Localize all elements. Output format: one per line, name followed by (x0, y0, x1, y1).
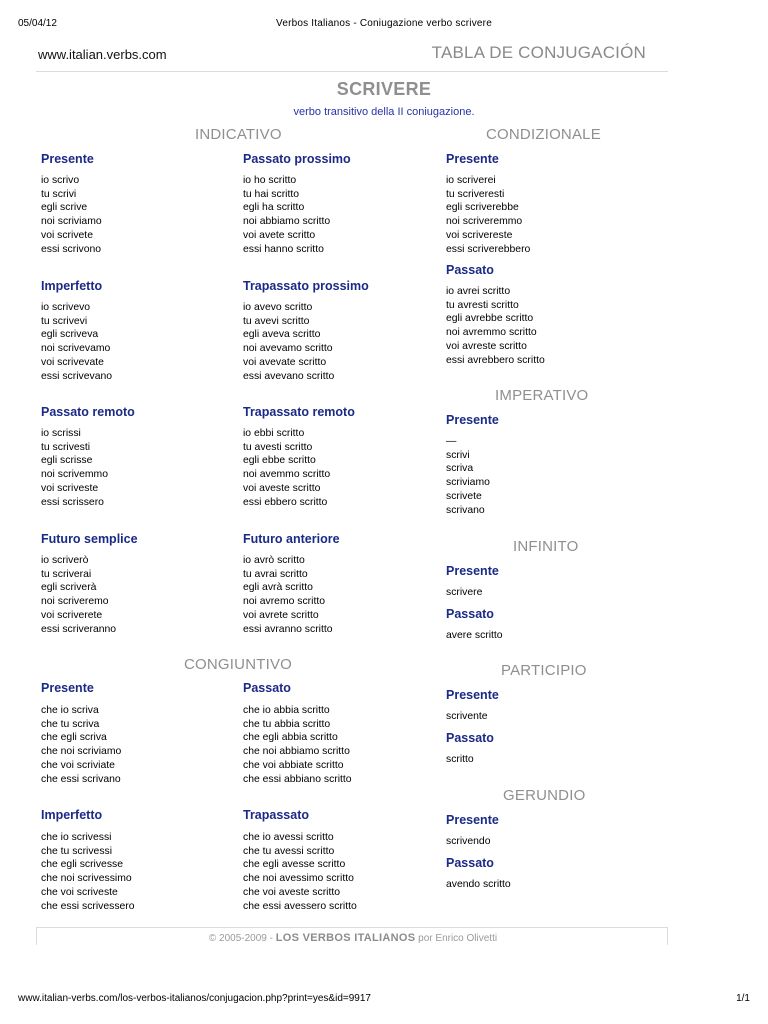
conjugation-form: tu scriveresti (446, 188, 505, 200)
conjugation-form: egli scriverà (41, 582, 97, 594)
conjugation-form: che voi scriviate (41, 759, 115, 771)
conjugation-form: io scriverò (41, 555, 89, 566)
conjugation-list (243, 554, 333, 636)
tense-heading: Presente (446, 688, 499, 702)
conjugation-form: che essi abbiano scritto (243, 773, 352, 785)
conjugation-form: essi hanno scritto (243, 243, 324, 255)
conjugation-list (446, 435, 490, 517)
copyright-line (0, 932, 706, 944)
conjugation-form: scrivete (446, 490, 482, 502)
conjugation-form: noi scriviamo (41, 216, 102, 228)
conjugation-form: noi avremmo scritto (446, 327, 537, 339)
conjugation-form: che voi scriveste (41, 886, 118, 898)
footer-divider (36, 927, 668, 928)
conjugation-form: essi avranno scritto (243, 623, 333, 635)
tense-heading: Presente (41, 152, 94, 166)
conjugation-form: noi scrivemmo (41, 469, 108, 481)
conjugation-list (243, 174, 330, 256)
tense-heading: Presente (446, 813, 499, 827)
conjugation-list (446, 629, 503, 643)
conjugation-form: tu scrivi (41, 188, 77, 200)
conjugation-form: voi scriverete (41, 609, 103, 621)
conjugation-form: scriviamo (446, 477, 490, 489)
conjugation-form: voi scrivereste (446, 229, 513, 241)
conjugation-form: scrivere (446, 587, 483, 598)
conjugation-list (446, 710, 488, 724)
site-url: www.italian.verbs.com (38, 47, 167, 62)
conjugation-list (243, 301, 334, 383)
conjugation-form: essi avevano scritto (243, 370, 335, 382)
tense-heading: Passato (446, 607, 494, 621)
conjugation-form: che tu scriva (41, 718, 100, 730)
conjugation-form: che essi scrivano (41, 773, 121, 785)
conjugation-form: io scrivo (41, 175, 80, 186)
conjugation-list (41, 301, 112, 383)
conjugation-form: — (446, 436, 457, 447)
conjugation-list (41, 704, 121, 786)
conjugation-form: voi scriveste (41, 482, 99, 494)
conjugation-form: scrivano (446, 504, 485, 516)
conjugation-form: che egli abbia scritto (243, 732, 338, 744)
tense-heading: Imperfetto (41, 279, 103, 293)
conjugation-form: che io scriva (41, 705, 99, 716)
conjugation-form: noi abbiamo scritto (243, 216, 331, 228)
section-gerundio: GERUNDIO (503, 787, 586, 804)
conjugation-form: tu avesti scritto (243, 441, 313, 453)
conjugation-form: che tu avessi scritto (243, 845, 335, 857)
conjugation-list (446, 285, 545, 367)
conjugation-form: scrivente (446, 711, 488, 722)
section-imperativo: IMPERATIVO (495, 387, 589, 404)
conjugation-form: egli scrive (41, 202, 88, 214)
conjugation-form: che voi aveste scritto (243, 886, 341, 898)
conjugation-form: che egli avesse scritto (243, 859, 346, 871)
conjugation-form: io avevo scritto (243, 302, 313, 313)
section-infinito: INFINITO (513, 538, 579, 555)
conjugation-form: essi scrivono (41, 243, 102, 255)
conjugation-form: io scrivevo (41, 302, 91, 313)
conjugation-form: che voi abbiate scritto (243, 759, 344, 771)
conjugation-form: tu scrivevi (41, 315, 88, 327)
conjugation-list (41, 831, 135, 913)
conjugation-list (41, 174, 102, 256)
conjugation-form: tu avresti scritto (446, 299, 519, 311)
conjugation-form: io ho scritto (243, 175, 297, 186)
conjugation-form: egli scriverebbe (446, 202, 519, 214)
tense-heading: Presente (446, 152, 499, 166)
section-congiuntivo: CONGIUNTIVO (184, 656, 293, 673)
conjugation-form: che noi scrivessimo (41, 873, 132, 885)
conjugation-list (446, 835, 490, 849)
conjugation-list (446, 878, 511, 892)
conjugation-form: essi ebbero scritto (243, 496, 328, 508)
conjugation-form: voi scrivete (41, 229, 93, 241)
conjugation-form: noi avemmo scritto (243, 469, 331, 481)
conjugation-form: tu avevi scritto (243, 315, 310, 327)
conjugation-form: che egli scriva (41, 732, 107, 744)
conjugation-form: avere scritto (446, 630, 503, 641)
conjugation-list (243, 831, 357, 913)
author-text: por Enrico Olivetti (415, 933, 498, 944)
conjugation-form: io avrò scritto (243, 555, 305, 566)
conjugation-form: voi avete scritto (243, 229, 316, 241)
conjugation-form: noi scriveremo (41, 596, 109, 608)
tense-heading: Passato (243, 681, 291, 695)
tense-heading: Trapassato remoto (243, 405, 355, 419)
copyright-text: © 2005-2009 - (208, 933, 276, 944)
conjugation-form: che tu abbia scritto (243, 718, 331, 730)
conjugation-list (41, 554, 116, 636)
tense-heading: Imperfetto (41, 808, 103, 822)
tense-heading: Futuro anteriore (243, 532, 340, 546)
conjugation-form: io ebbi scritto (243, 428, 305, 439)
conjugation-form: voi avreste scritto (446, 340, 527, 352)
section-indicativo: INDICATIVO (195, 126, 282, 143)
conjugation-form: che essi avessero scritto (243, 900, 357, 912)
conjugation-form: noi avremo scritto (243, 596, 325, 608)
conjugation-list (243, 427, 330, 509)
conjugation-form: io scriverei (446, 175, 496, 186)
conjugation-form: noi scrivevamo (41, 343, 111, 355)
conjugation-form: che io avessi scritto (243, 832, 334, 843)
conjugation-form: egli scriveva (41, 329, 99, 341)
conjugation-form: avendo scritto (446, 879, 511, 890)
brand-link[interactable]: LOS VERBOS ITALIANOS (275, 932, 416, 944)
conjugation-form: egli avrebbe scritto (446, 313, 534, 325)
tense-heading: Trapassato prossimo (243, 279, 369, 293)
conjugation-form: voi avevate scritto (243, 356, 327, 368)
conjugation-form: che io abbia scritto (243, 705, 330, 716)
tense-heading: Passato (446, 856, 494, 870)
section-condizionale: CONDIZIONALE (486, 126, 601, 143)
conjugation-list (446, 586, 482, 600)
conjugation-form: essi scriveranno (41, 623, 117, 635)
conjugation-form: essi scrissero (41, 496, 104, 508)
tense-heading: Presente (446, 413, 499, 427)
site-title: TABLA DE CONJUGACIÓN (431, 43, 646, 62)
print-date: 05/04/12 (18, 18, 57, 29)
print-page-number: 1/1 (736, 993, 750, 1004)
conjugation-form: scrivi (446, 449, 470, 461)
conjugation-form: essi scrivevano (41, 370, 113, 382)
conjugation-list (243, 704, 352, 786)
tense-heading: Presente (41, 681, 94, 695)
conjugation-form: che noi abbiamo scritto (243, 746, 350, 758)
tense-heading: Passato prossimo (243, 152, 351, 166)
conjugation-form: tu scriverai (41, 568, 92, 580)
conjugation-form: egli aveva scritto (243, 329, 321, 341)
conjugation-form: tu scrivesti (41, 441, 91, 453)
conjugation-form: che essi scrivessero (41, 900, 135, 912)
conjugation-form: essi scriverebbero (446, 243, 531, 255)
verb-title: SCRIVERE (336, 79, 432, 99)
conjugation-form: che io scrivessi (41, 832, 112, 843)
print-url: www.italian-verbs.com/los-verbos-italianos/conjugacion.php?print=yes&id=9917 (18, 993, 371, 1004)
conjugation-form: noi scriveremmo (446, 216, 523, 228)
conjugation-form: voi avrete scritto (243, 609, 319, 621)
conjugation-form: tu avrai scritto (243, 568, 308, 580)
verb-description: verbo transitivo della II coniugazione. (293, 106, 475, 118)
conjugation-form: scritto (446, 754, 474, 765)
header-divider (36, 71, 668, 72)
print-page-title: Verbos Italianos - Coniugazione verbo scrivere (276, 18, 492, 29)
conjugation-form: egli ha scritto (243, 202, 305, 214)
tense-heading: Passato (446, 731, 494, 745)
conjugation-list (446, 174, 530, 256)
conjugation-form: io scrissi (41, 428, 81, 439)
conjugation-form: che noi avessimo scritto (243, 873, 354, 885)
conjugation-form: che tu scrivessi (41, 845, 113, 857)
tense-heading: Presente (446, 564, 499, 578)
tense-heading: Passato (446, 263, 494, 277)
conjugation-form: che egli scrivesse (41, 859, 124, 871)
conjugation-list (446, 753, 474, 767)
section-participio: PARTICIPIO (501, 662, 587, 679)
conjugation-form: egli scrisse (41, 455, 93, 467)
tense-heading: Trapassato (243, 808, 310, 822)
tense-heading: Futuro semplice (41, 532, 138, 546)
conjugation-form: voi aveste scritto (243, 482, 321, 494)
conjugation-form: egli avrà scritto (243, 582, 313, 594)
conjugation-form: io avrei scritto (446, 286, 511, 297)
conjugation-form: scrivendo (446, 836, 491, 847)
conjugation-form: tu hai scritto (243, 188, 300, 200)
tense-heading: Passato remoto (41, 405, 135, 419)
conjugation-form: noi avevamo scritto (243, 343, 333, 355)
conjugation-form: essi avrebbero scritto (446, 354, 545, 366)
conjugation-form: scriva (446, 463, 474, 475)
conjugation-form: voi scrivevate (41, 356, 104, 368)
conjugation-form: egli ebbe scritto (243, 455, 316, 467)
conjugation-form: che noi scriviamo (41, 746, 122, 758)
conjugation-list (41, 427, 108, 509)
